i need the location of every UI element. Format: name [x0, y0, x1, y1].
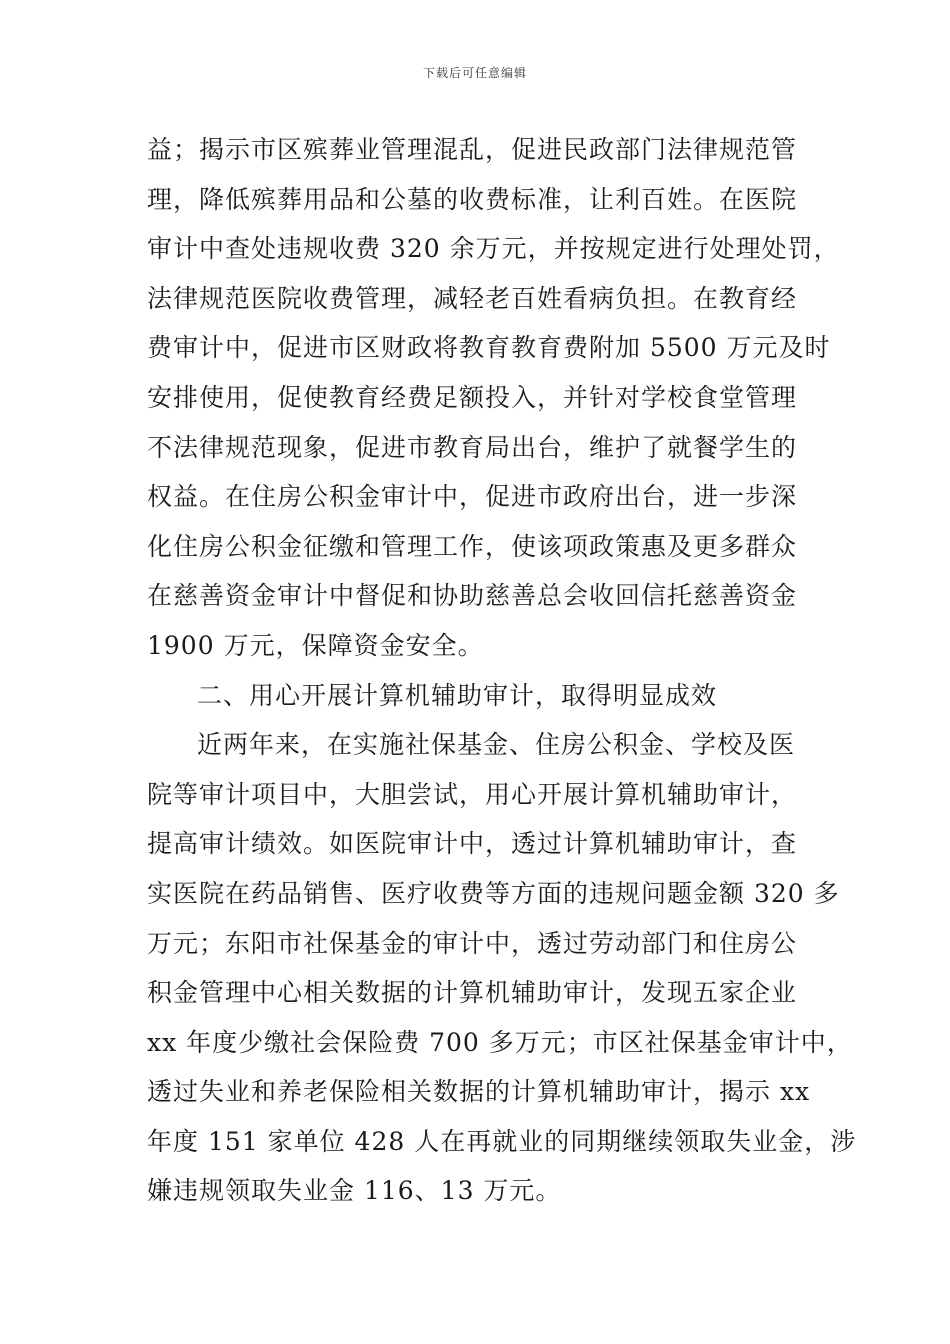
text-line: 提高审计绩效。如医院审计中，透过计算机辅助审计，查	[147, 829, 798, 859]
text-line: 积金管理中心相关数据的计算机辅助审计，发现五家企业	[147, 978, 798, 1008]
section-heading: 二、用心开展计算机辅助审计，取得明显成效	[197, 680, 718, 710]
text-line: 1900 万元，保障资金安全。	[147, 630, 484, 660]
document-body	[147, 125, 857, 1216]
text-line: 益；揭示市区殡葬业管理混乱，促进民政部门法律规范管	[147, 135, 798, 164]
text-line: 不法律规范现象，促进市教育局出台，维护了就餐学生的	[147, 432, 798, 462]
text-line: 嫌违规领取失业金 116、13 万元。	[147, 1176, 562, 1206]
text-line: 费审计中，促进市区财政将教育教育费附加 5500 万元及时	[147, 333, 831, 363]
text-line: 近两年来，在实施社保基金、住房公积金、学校及医	[197, 730, 796, 760]
text-line: 万元；东阳市社保基金的审计中，透过劳动部门和住房公	[147, 928, 798, 958]
text-line: 化住房公积金征缴和管理工作，使该项政策惠及更多群众	[147, 531, 798, 561]
page-header: 下载后可任意编辑	[422, 66, 527, 80]
text-line: 院等审计项目中，大胆尝试，用心开展计算机辅助审计，	[147, 779, 798, 809]
text-line: 理，降低殡葬用品和公墓的收费标准，让利百姓。在医院	[147, 184, 798, 214]
text-line: 在慈善资金审计中督促和协助慈善总会收回信托慈善资金	[147, 581, 798, 611]
text-line: 法律规范医院收费管理，减轻老百姓看病负担。在教育经	[147, 283, 798, 313]
text-line: 审计中查处违规收费 320 余万元，并按规定进行处理处罚，	[147, 234, 840, 264]
text-line: 安排使用，促使教育经费足额投入，并针对学校食堂管理	[147, 382, 798, 412]
text-line: 实医院在药品销售、医疗收费等方面的违规问题金额 320 多	[147, 878, 840, 908]
text-line: xx 年度少缴社会保险费 700 多万元；市区社保基金审计中，	[147, 1027, 853, 1057]
text-line: 年度 151 家单位 428 人在再就业的同期继续领取失业金，涉	[147, 1126, 857, 1156]
text-line: 权益。在住房公积金审计中，促进市政府出台，进一步深	[147, 482, 798, 512]
text-line: 透过失业和养老保险相关数据的计算机辅助审计，揭示 xx	[147, 1077, 811, 1107]
